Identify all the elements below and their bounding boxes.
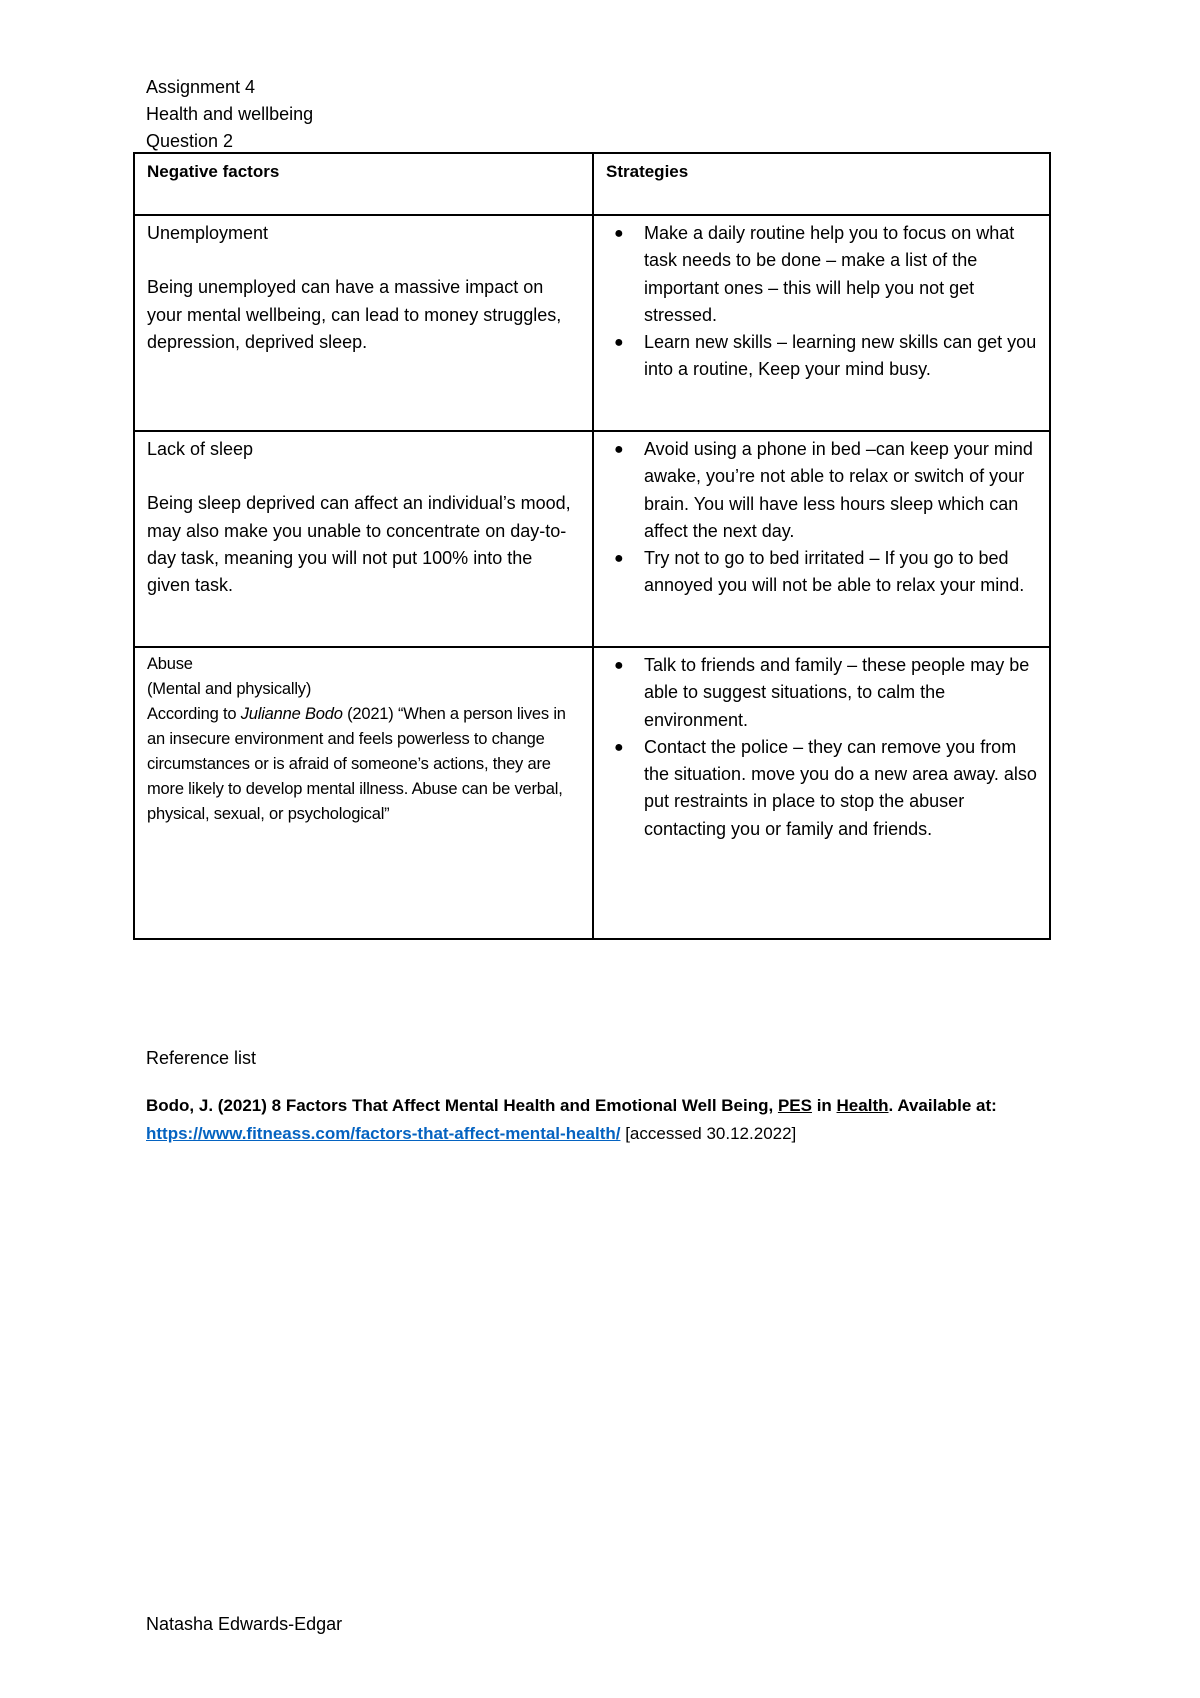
assignment-number: Assignment 4: [146, 77, 256, 97]
table-row: [134, 215, 1050, 431]
reference-text: Bodo, J. (2021) 8 Factors That Affect Mental Health and Emotional Well Being,: [146, 1096, 778, 1115]
strategy-text: Try not to go to bed irritated – If you go to bed annoyed you will not be able to relax your mind.: [644, 548, 1025, 596]
bullet-icon: ●: [614, 738, 624, 756]
bullet-icon: ●: [614, 334, 624, 352]
quote-intro: According to: [147, 705, 241, 723]
strategy-list: [606, 652, 1037, 843]
strategy-list: [606, 436, 1037, 600]
reference-available: . Available at:: [888, 1096, 997, 1115]
strategy-text: Contact the police – they can remove you from the situation. move you do a new area away. also put restraints in place to stop the abuser contacting you or family and friends.: [644, 736, 1037, 839]
list-item: [614, 545, 1037, 600]
strategy-text: Avoid using a phone in bed –can keep your mind awake, you’re not able to relax or switch of your brain. You will have less hours sleep which can affect the next day.: [644, 439, 1033, 541]
bullet-icon: ●: [614, 441, 624, 458]
factor-quote: [147, 705, 566, 823]
factor-title: Abuse: [147, 655, 193, 673]
footer-author: Natasha Edwards-Edgar: [146, 1614, 343, 1634]
list-item: [614, 436, 1037, 545]
header-strategies: Strategies: [593, 153, 1050, 215]
reference-accessed: [accessed 30.12.2022]: [620, 1124, 797, 1143]
question-number: Question 2: [146, 131, 234, 151]
table-row: [134, 647, 1050, 939]
factor-title: Unemployment: [147, 223, 269, 243]
subject-title: Health and wellbeing: [146, 104, 314, 124]
factors-strategies-table: [133, 152, 1051, 940]
quote-author: Julianne Bodo: [240, 705, 343, 723]
strategies-cell: [593, 647, 1050, 939]
factor-description: Being unemployed can have a massive impact on your mental wellbeing, can lead to money struggles, depression, deprived sleep.: [147, 277, 562, 352]
factor-title: Lack of sleep: [147, 439, 254, 459]
reference-pes: PES: [777, 1096, 812, 1115]
strategy-text: Talk to friends and family – these people may be able to suggest situations, to calm the environment.: [644, 655, 1030, 730]
list-item: [614, 220, 1037, 329]
table-header-row: [134, 153, 1050, 215]
bullet-icon: ●: [614, 657, 624, 674]
strategy-text: Make a daily routine help you to focus on what task needs to be done – make a list of the important ones – this will help you not get stressed.: [644, 223, 1015, 325]
strategies-cell: [593, 215, 1050, 431]
reference-list-heading: Reference list: [146, 1048, 257, 1068]
document-header: [146, 74, 313, 155]
header-negative-factors: Negative factors: [134, 153, 593, 215]
list-item: [614, 652, 1037, 734]
reference-health: Health: [836, 1096, 889, 1115]
factor-description: Being sleep deprived can affect an individual’s mood, may also make you unable to concentrate on day-to-day task, meaning you will not put 100% into the given task.: [147, 493, 571, 596]
bullet-icon: ●: [614, 225, 624, 242]
factor-subtitle: (Mental and physically): [147, 680, 312, 698]
list-item: [614, 329, 1037, 384]
factor-cell: [134, 647, 593, 939]
table-row: [134, 431, 1050, 647]
strategy-list: [606, 220, 1037, 384]
factor-cell: [134, 215, 593, 431]
bullet-icon: ●: [614, 550, 624, 568]
factor-cell: [134, 431, 593, 647]
strategy-text: Learn new skills – learning new skills can get you into a routine, Keep your mind busy.: [644, 332, 1037, 380]
list-item: [614, 734, 1037, 843]
quote-text: (2021) “When a person lives in an insecure environment and feels powerless to change circumstances or is afraid of someone’s actions, they are more likely to develop mental illness. Abuse can be verbal, physical, sexual, or psychological”: [147, 705, 566, 823]
reference-entry: [146, 1092, 1066, 1148]
reference-in: in: [811, 1096, 837, 1115]
strategies-cell: [593, 431, 1050, 647]
reference-link[interactable]: https://www.fitneass.com/factors-that-affect-mental-health/: [146, 1124, 621, 1143]
